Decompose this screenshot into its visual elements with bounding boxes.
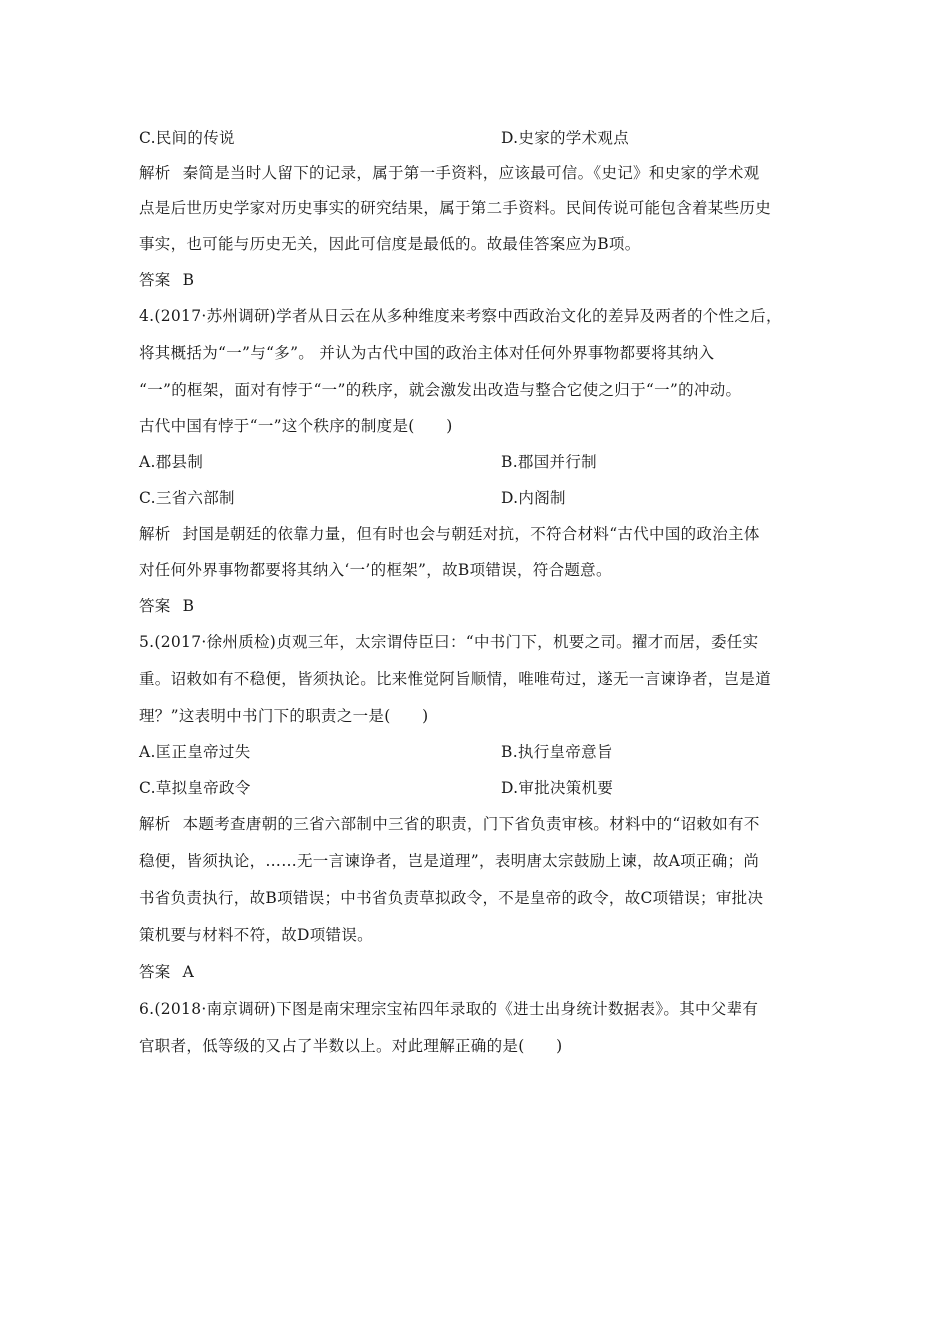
q3-analysis-line-3: 事实，也可能与历史无关，因此可信度是最低的。故最佳答案应为B项。: [139, 235, 641, 253]
q4-stem-line-1: 4.(2017·苏州调研)学者从日云在从多种维度来考察中西政治文化的差异及两者的个性之后，: [139, 307, 782, 325]
q4-analysis-line-2: 对任何外界事物都要将其纳入‘一’的框架”，故B项错误，符合题意。: [139, 561, 612, 579]
q5-option-a: A.匡正皇帝过失: [139, 743, 251, 761]
analysis-text: 本题考查唐朝的三省六部制中三省的职责，门下省负责审核。材料中的“诏敕如有不: [182, 815, 760, 833]
q5-stem-line-2: 重。诏敕如有不稳便，皆须执论。比来惟觉阿旨顺情，唯唯苟过，遂无一言谏诤者，岂是道: [139, 670, 772, 688]
q3-analysis-line-1: [139, 163, 759, 183]
q5-analysis-line-2: 稳便，皆须执论，……无一言谏诤者，岂是道理”，表明唐太宗鼓励上谏，故A项正确；尚: [139, 852, 760, 870]
q5-option-b: B.执行皇帝意旨: [501, 743, 613, 761]
q5-analysis-line-4: 策机要与材料不符，故D项错误。: [139, 926, 373, 944]
q4-answer: [139, 596, 194, 616]
q5-stem-line-1: 5.(2017·徐州质检)贞观三年，太宗谓侍臣曰：“中书门下，机要之司。擢才而居，委任实: [139, 633, 759, 651]
answer-value: B: [182, 271, 195, 289]
q4-stem-line-3: “一”的框架，面对有悖于“一”的秩序，就会激发出改造与整合它使之归于“一”的冲动。: [139, 381, 742, 399]
q5-analysis-line-3: 书省负责执行，故B项错误；中书省负责草拟政令，不是皇帝的政令，故C项错误；审批决: [139, 889, 764, 907]
answer-label: 答案: [139, 271, 171, 289]
q5-analysis-line-1: [139, 814, 760, 834]
q4-option-c: C.三省六部制: [139, 489, 235, 507]
q4-stem-line-4: 古代中国有悖于“一”这个秩序的制度是( ): [139, 417, 453, 435]
answer-value: A: [182, 963, 195, 981]
q3-analysis-line-2: 点是后世历史学家对历史事实的研究结果，属于第二手资料。民间传说可能包含着某些历史: [139, 199, 772, 217]
q6-stem-line-1: 6.(2018·南京调研)下图是南宋理宗宝祐四年录取的《进士出身统计数据表》。其中父辈有: [139, 1000, 759, 1018]
q4-option-d: D.内阁制: [501, 489, 566, 507]
q5-answer: [139, 962, 194, 982]
q5-option-d: D.审批决策机要: [501, 779, 614, 797]
q5-stem-line-3: 理？”这表明中书门下的职责之一是( ): [139, 707, 429, 725]
q4-option-a: A.郡县制: [139, 453, 204, 471]
q4-option-b: B.郡国并行制: [501, 453, 597, 471]
q5-option-c: C.草拟皇帝政令: [139, 779, 251, 797]
answer-label: 答案: [139, 963, 171, 981]
q4-analysis-line-1: [139, 524, 760, 544]
q3-option-c: C.民间的传说: [139, 129, 235, 147]
analysis-label: 解析: [139, 815, 171, 833]
q3-option-d: D.史家的学术观点: [501, 129, 630, 147]
q6-stem-line-2: 官职者，低等级的又占了半数以上。对此理解正确的是( ): [139, 1037, 563, 1055]
analysis-text: 秦简是当时人留下的记录，属于第一手资料，应该最可信。《史记》和史家的学术观: [182, 164, 760, 182]
answer-label: 答案: [139, 597, 171, 615]
analysis-label: 解析: [139, 525, 171, 543]
analysis-text: 封国是朝廷的依靠力量，但有时也会与朝廷对抗，不符合材料“古代中国的政治主体: [182, 525, 760, 543]
q3-answer: [139, 270, 194, 290]
q4-stem-line-2: 将其概括为“一”与“多”。 并认为古代中国的政治主体对任何外界事物都要将其纳入: [139, 344, 715, 362]
analysis-label: 解析: [139, 164, 171, 182]
answer-value: B: [182, 597, 195, 615]
